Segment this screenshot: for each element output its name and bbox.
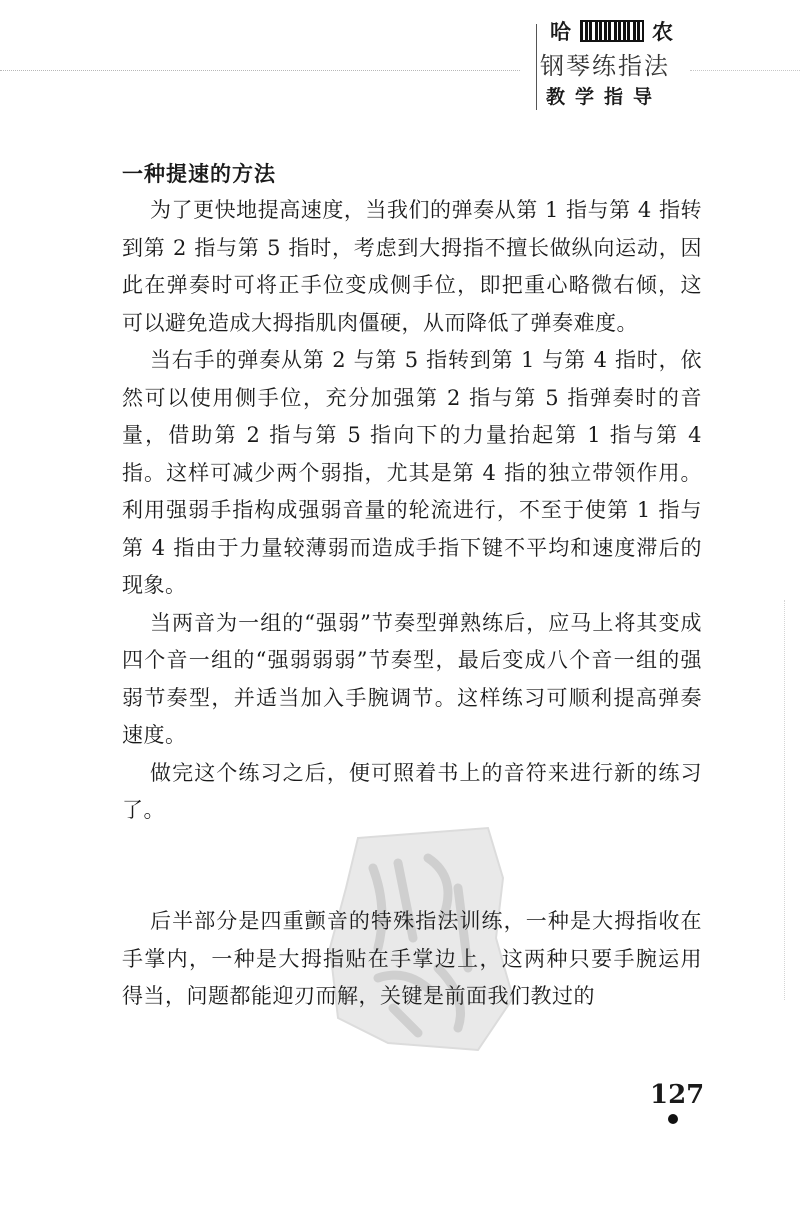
header-title-row [536,16,686,44]
section-heading: 一种提速的方法 [122,162,276,186]
body-text-continued [122,903,702,1016]
header-subtitle-2: 教学指导 [546,86,663,108]
header-dotted-rule-right [690,70,800,71]
header-dotted-rule [0,70,520,71]
paragraph: 做完这个练习之后，便可照着书上的音符来进行新的练习了。 [122,760,702,822]
page-edge-mark [784,600,785,1000]
body-text [122,192,702,830]
header-char-right: 农 [652,20,673,44]
header-char-left: 哈 [550,20,571,44]
paragraph: 当两音为一组的“强弱”节奏型弹熟练后，应马上将其变成四个音一组的“强弱弱弱”节奏型，最后变成八个音一组的强弱节奏型，并适当加入手腕调节。这样练习可顺利提高弹奏速度。 [122,610,702,747]
running-header [536,10,686,120]
barcode-icon [580,20,644,42]
paragraph: 为了更快地提高速度，当我们的弹奏从第 1 指与第 4 指转到第 2 指与第 5 指时，考虑到大拇指不擅长做纵向运动，因此在弹奏时可将正手位变成侧手位，即把重心略微右倾，这可以避免造成大拇指肌肉僵硬，从而降低了弹奏难度。 [122,198,702,335]
paragraph: 后半部分是四重颤音的特殊指法训练，一种是大拇指收在手掌内，一种是大拇指贴在手掌边上，这两种只要手腕运用得当，问题都能迎刃而解，关键是前面我们教过的 [122,909,702,1008]
dot-icon [668,1114,678,1124]
header-subtitle: 钢琴练指法 [540,52,670,80]
page-number: 127 [650,1080,705,1110]
paragraph: 当右手的弹奏从第 2 与第 5 指转到第 1 与第 4 指时，依然可以使用侧手位，充分加强第 2 指与第 5 指弹奏时的音量，借助第 2 指与第 5 指向下的力量抬起第 1 指与第 4 指。这样可减少两个弱指，尤其是第 4 指的独立带领作用。利用强弱手指构成强弱音量的轮流进行，不至于使第 1 指与第 4 指由于力量较薄弱而造成手指下键不平均和速度滞后的现象。 [122,348,702,597]
